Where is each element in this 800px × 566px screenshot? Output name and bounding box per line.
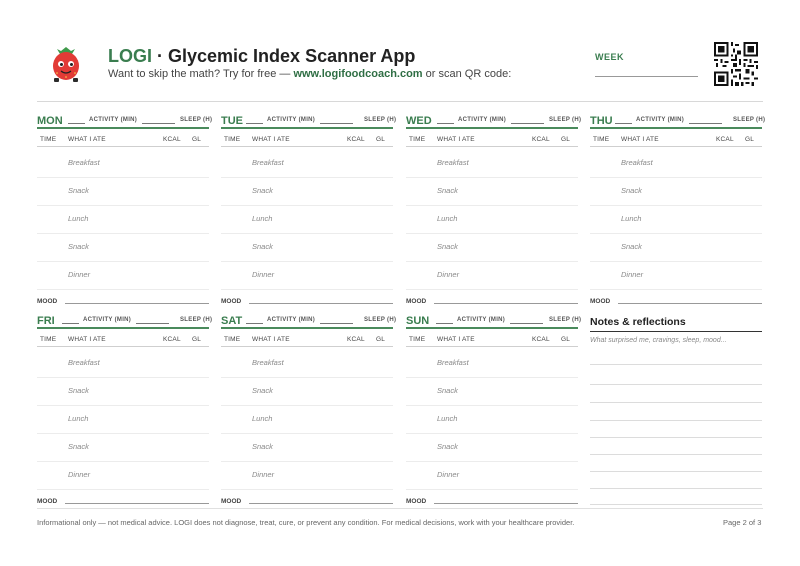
mood-label: MOOD [37, 498, 58, 505]
col-what-i-ate: WHAT I ATE [252, 336, 290, 343]
app-name: Glycemic Index Scanner App [168, 46, 416, 66]
day-block-fri [37, 315, 213, 505]
column-header-rule [590, 146, 762, 147]
meal-row-label: Lunch [621, 214, 642, 223]
mood-input-line[interactable] [434, 503, 578, 504]
meal-row-label: Snack [252, 386, 273, 395]
sleep-label: SLEEP (H) [549, 117, 582, 123]
meal-row-line[interactable] [221, 377, 393, 378]
meal-row-label: Breakfast [621, 158, 653, 167]
meal-row-line[interactable] [37, 405, 209, 406]
meal-row-line[interactable] [406, 177, 578, 178]
column-header-rule [406, 346, 578, 347]
date-input-line[interactable] [68, 123, 85, 124]
date-input-line[interactable] [246, 323, 263, 324]
disclaimer-text: Informational only — not medical advice. LOGI does not diagnose, treat, cure, or prevent any condition. For medical decisions, work with your healthcare provider. [37, 518, 575, 527]
note-line[interactable] [590, 364, 762, 365]
note-line[interactable] [590, 420, 762, 421]
meal-row-line[interactable] [406, 289, 578, 290]
col-what-i-ate: WHAT I ATE [252, 136, 290, 143]
meal-row-line[interactable] [221, 461, 393, 462]
day-name: SAT [221, 315, 243, 327]
activity-label: ACTIVITY (MIN) [83, 317, 132, 323]
meal-row-label: Lunch [437, 214, 458, 223]
meal-row-label: Lunch [68, 414, 89, 423]
brand-name: LOGI [108, 46, 152, 66]
qr-code-icon[interactable] [714, 42, 758, 86]
note-line[interactable] [590, 384, 762, 385]
meal-row-label: Breakfast [252, 158, 284, 167]
mood-label: MOOD [221, 498, 242, 505]
meal-row-label: Snack [437, 242, 458, 251]
notes-title: Notes & reflections [590, 316, 686, 328]
activity-label: ACTIVITY (MIN) [89, 117, 138, 123]
week-label: WEEK [595, 52, 624, 62]
meal-row-line[interactable] [406, 405, 578, 406]
meal-row-line[interactable] [37, 205, 209, 206]
meal-row-label: Breakfast [68, 158, 100, 167]
meal-row-line[interactable] [37, 177, 209, 178]
mood-label: MOOD [406, 298, 427, 305]
note-line[interactable] [590, 402, 762, 403]
column-header-rule [37, 146, 209, 147]
meal-row-label: Snack [621, 242, 642, 251]
note-line[interactable] [590, 488, 762, 489]
col-time: TIME [224, 136, 241, 143]
col-time: TIME [224, 336, 241, 343]
col-gl: GL [561, 336, 571, 343]
meal-row-line[interactable] [406, 489, 578, 490]
meal-row-label: Snack [68, 442, 89, 451]
col-kcal: KCAL [347, 336, 365, 343]
col-what-i-ate: WHAT I ATE [68, 136, 106, 143]
date-input-line[interactable] [615, 123, 632, 124]
activity-label: ACTIVITY (MIN) [636, 117, 685, 123]
meal-row-line[interactable] [221, 205, 393, 206]
col-kcal: KCAL [532, 336, 550, 343]
meal-row-line[interactable] [221, 433, 393, 434]
meal-row-label: Dinner [252, 470, 275, 479]
meal-row-label: Lunch [68, 214, 89, 223]
mood-input-line[interactable] [65, 503, 209, 504]
mood-input-line[interactable] [434, 303, 578, 304]
meal-row-line[interactable] [221, 405, 393, 406]
week-input-line[interactable] [595, 76, 698, 77]
meal-row-line[interactable] [406, 433, 578, 434]
activity-label: ACTIVITY (MIN) [267, 117, 316, 123]
subtitle-suffix: or scan QR code: [422, 68, 512, 80]
header-divider [37, 101, 763, 102]
date-input-line[interactable] [437, 123, 454, 124]
activity-label: ACTIVITY (MIN) [267, 317, 316, 323]
meal-row-line[interactable] [406, 261, 578, 262]
col-gl: GL [192, 136, 202, 143]
mood-input-line[interactable] [249, 303, 393, 304]
note-line[interactable] [590, 454, 762, 455]
meal-row-line[interactable] [37, 289, 209, 290]
column-header-rule [221, 146, 393, 147]
day-block-sat [221, 315, 397, 505]
day-block-tue [221, 115, 397, 305]
meal-row-label: Breakfast [68, 358, 100, 367]
meal-row-line[interactable] [221, 261, 393, 262]
mood-label: MOOD [37, 298, 58, 305]
activity-input-line[interactable] [320, 123, 353, 124]
sleep-label: SLEEP (H) [733, 117, 766, 123]
column-header-rule [406, 146, 578, 147]
meal-row-line[interactable] [590, 261, 762, 262]
column-header-rule [221, 346, 393, 347]
strawberry-mascot-icon [49, 44, 83, 84]
page-number: Page 2 of 3 [723, 518, 762, 527]
meal-row-line[interactable] [221, 233, 393, 234]
sleep-label: SLEEP (H) [180, 117, 213, 123]
col-time: TIME [40, 336, 57, 343]
col-time: TIME [409, 136, 426, 143]
mood-input-line[interactable] [249, 503, 393, 504]
meal-row-label: Snack [252, 242, 273, 251]
col-kcal: KCAL [347, 136, 365, 143]
mood-input-line[interactable] [65, 303, 209, 304]
col-time: TIME [409, 336, 426, 343]
day-name: TUE [221, 115, 243, 127]
subtitle [108, 68, 511, 80]
meal-row-line[interactable] [37, 261, 209, 262]
mood-label: MOOD [590, 298, 611, 305]
meal-row-label: Snack [437, 386, 458, 395]
day-block-sun [406, 315, 582, 505]
day-name: WED [406, 115, 432, 127]
subtitle-prefix: Want to skip the math? Try for free — [108, 68, 294, 80]
meal-row-label: Lunch [252, 214, 273, 223]
col-what-i-ate: WHAT I ATE [621, 136, 659, 143]
activity-input-line[interactable] [510, 323, 543, 324]
meal-row-label: Snack [437, 186, 458, 195]
col-time: TIME [40, 136, 57, 143]
meal-row-line[interactable] [221, 177, 393, 178]
meal-row-line[interactable] [590, 205, 762, 206]
meal-row-label: Dinner [68, 270, 91, 279]
day-name: THU [590, 115, 613, 127]
mood-label: MOOD [221, 298, 242, 305]
day-block-thu [590, 115, 766, 305]
meal-row-line[interactable] [406, 205, 578, 206]
col-kcal: KCAL [163, 136, 181, 143]
meal-row-label: Snack [68, 186, 89, 195]
col-what-i-ate: WHAT I ATE [437, 136, 475, 143]
meal-row-line[interactable] [406, 233, 578, 234]
meal-row-line[interactable] [406, 461, 578, 462]
meal-row-line[interactable] [221, 489, 393, 490]
meal-row-label: Breakfast [252, 358, 284, 367]
meal-row-line[interactable] [590, 289, 762, 290]
sleep-label: SLEEP (H) [364, 117, 397, 123]
meal-row-label: Snack [621, 186, 642, 195]
col-kcal: KCAL [716, 136, 734, 143]
meal-row-line[interactable] [590, 233, 762, 234]
activity-input-line[interactable] [136, 323, 169, 324]
date-input-line[interactable] [62, 323, 79, 324]
column-header-rule [37, 346, 209, 347]
meal-row-label: Breakfast [437, 358, 469, 367]
day-block-wed [406, 115, 582, 305]
sleep-label: SLEEP (H) [549, 317, 582, 323]
notes-title-rule [590, 331, 762, 332]
note-line[interactable] [590, 504, 762, 505]
activity-label: ACTIVITY (MIN) [457, 317, 506, 323]
meal-row-label: Dinner [68, 470, 91, 479]
meal-row-label: Dinner [621, 270, 644, 279]
meal-row-line[interactable] [37, 433, 209, 434]
col-kcal: KCAL [163, 336, 181, 343]
website-link[interactable]: www.logifoodcoach.com [293, 68, 423, 80]
activity-input-line[interactable] [511, 123, 544, 124]
meal-row-label: Snack [252, 186, 273, 195]
col-gl: GL [745, 136, 755, 143]
day-name: FRI [37, 315, 55, 327]
meal-row-line[interactable] [406, 377, 578, 378]
meal-row-label: Snack [437, 442, 458, 451]
date-input-line[interactable] [246, 123, 263, 124]
notes-hint: What surprised me, cravings, sleep, mood... [590, 337, 727, 344]
activity-input-line[interactable] [320, 323, 353, 324]
app-title [108, 46, 415, 67]
activity-input-line[interactable] [142, 123, 175, 124]
meal-row-line[interactable] [37, 489, 209, 490]
meal-row-label: Dinner [437, 270, 460, 279]
meal-row-line[interactable] [590, 177, 762, 178]
meal-row-label: Snack [68, 242, 89, 251]
meal-row-label: Lunch [437, 414, 458, 423]
notes-section [590, 314, 762, 506]
col-gl: GL [192, 336, 202, 343]
col-what-i-ate: WHAT I ATE [68, 336, 106, 343]
sleep-label: SLEEP (H) [180, 317, 213, 323]
meal-row-label: Snack [252, 442, 273, 451]
day-name: SUN [406, 315, 430, 327]
col-time: TIME [593, 136, 610, 143]
day-name: MON [37, 115, 63, 127]
meal-row-label: Breakfast [437, 158, 469, 167]
meal-row-line[interactable] [37, 461, 209, 462]
sleep-label: SLEEP (H) [364, 317, 397, 323]
mood-label: MOOD [406, 498, 427, 505]
col-gl: GL [376, 136, 386, 143]
mood-input-line[interactable] [618, 303, 762, 304]
meal-row-label: Snack [68, 386, 89, 395]
meal-row-label: Dinner [437, 470, 460, 479]
page-header [37, 38, 763, 100]
note-line[interactable] [590, 437, 762, 438]
col-what-i-ate: WHAT I ATE [437, 336, 475, 343]
activity-label: ACTIVITY (MIN) [458, 117, 507, 123]
meal-row-line[interactable] [221, 289, 393, 290]
col-gl: GL [561, 136, 571, 143]
meal-row-label: Lunch [252, 414, 273, 423]
note-line[interactable] [590, 471, 762, 472]
footer-divider [37, 508, 763, 509]
col-kcal: KCAL [532, 136, 550, 143]
meal-row-line[interactable] [37, 377, 209, 378]
col-gl: GL [376, 336, 386, 343]
title-separator: · [152, 46, 168, 66]
day-block-mon [37, 115, 213, 305]
meal-row-label: Dinner [252, 270, 275, 279]
date-input-line[interactable] [436, 323, 453, 324]
meal-row-line[interactable] [37, 233, 209, 234]
activity-input-line[interactable] [689, 123, 722, 124]
